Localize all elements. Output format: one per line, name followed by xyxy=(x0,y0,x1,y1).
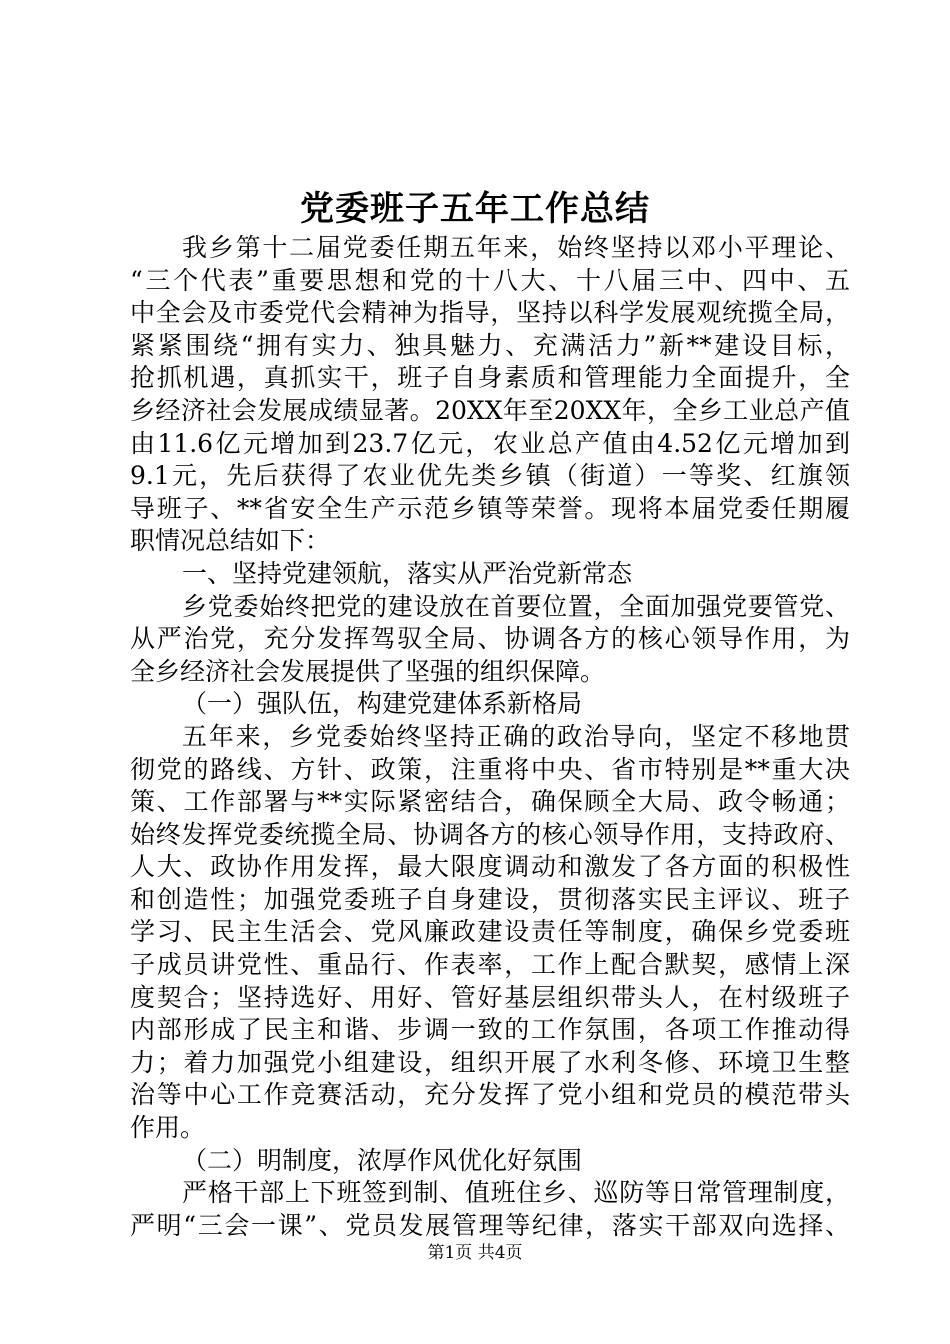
text-line: 严格干部上下班签到制、值班住乡、巡防等日常管理制度， xyxy=(182,1178,850,1208)
text-line: 和创造性；加强党委班子自身建设，贯彻落实民主评议、班子 xyxy=(130,884,850,914)
text-line: 内部形成了民主和谐、步调一致的工作氛围，各项工作推动得 xyxy=(130,1015,850,1045)
text-line: 由11.6亿元增加到23.7亿元，农业总产值由4.52亿元增加到 xyxy=(130,428,850,458)
text-line: 力；着力加强党小组建设，组织开展了水利冬修、环境卫生整 xyxy=(130,1047,850,1077)
section-heading: 一、坚持党建领航，落实从严治党新常态 xyxy=(182,558,633,588)
text-line: 职情况总结如下： xyxy=(130,526,331,556)
text-line: 从严治党，充分发挥驾驭全局、协调各方的核心领导作用，为 xyxy=(130,624,850,654)
text-line: 9.1元，先后获得了农业优先类乡镇（街道）一等奖、红旗领 xyxy=(130,461,850,491)
text-line: 乡经济社会发展成绩显著。20XX年至20XX年，全乡工业总产值 xyxy=(130,395,850,425)
text-line: 治等中心工作竞赛活动，充分发挥了党小组和党员的模范带头 xyxy=(130,1080,850,1110)
text-line: 全乡经济社会发展提供了坚强的组织保障。 xyxy=(130,656,606,686)
text-line: 学习、民主生活会、党风廉政建设责任等制度，确保乡党委班 xyxy=(130,917,850,947)
text-line: 策、工作部署与**实际紧密结合，确保顾全大局、政令畅通； xyxy=(130,787,850,817)
text-line: 五年来，乡党委始终坚持正确的政治导向，坚定不移地贯 xyxy=(182,721,850,751)
text-line: 人大、政协作用发挥，最大限度调动和激发了各方面的积极性 xyxy=(130,852,850,882)
text-line: 紧紧围绕“拥有实力、独具魅力、充满活力”新**建设目标， xyxy=(130,330,850,360)
text-line: “三个代表”重要思想和党的十八大、十八届三中、四中、五 xyxy=(130,265,850,295)
document-body xyxy=(130,232,850,1242)
subsection-heading: （二）明制度，浓厚作风优化好氛围 xyxy=(182,1145,583,1175)
text-line: 度契合；坚持选好、用好、管好基层组织带头人，在村级班子 xyxy=(130,982,850,1012)
text-line: 始终发挥党委统揽全局、协调各方的核心领导作用，支持政府、 xyxy=(130,819,850,849)
text-line: 中全会及市委党代会精神为指导，坚持以科学发展观统揽全局， xyxy=(130,298,850,328)
text-line: 我乡第十二届党委任期五年来，始终坚持以邓小平理论、 xyxy=(182,233,850,262)
text-line: 严明“三会一课”、党员发展管理等纪律，落实干部双向选择、 xyxy=(130,1210,850,1240)
text-line: 彻党的路线、方针、政策，注重将中央、省市特别是**重大决 xyxy=(130,754,850,784)
text-line: 子成员讲党性、重品行、作表率，工作上配合默契，感情上深 xyxy=(130,950,850,980)
text-line: 导班子、**省安全生产示范乡镇等荣誉。现将本届党委任期履 xyxy=(130,493,850,523)
text-line: 作用。 xyxy=(130,1113,206,1143)
page-number: 第1页 共4页 xyxy=(427,1243,523,1263)
document-title: 党委班子五年工作总结 xyxy=(300,189,650,229)
text-line: 乡党委始终把党的建设放在首要位置，全面加强党要管党、 xyxy=(182,591,850,621)
text-line: 抢抓机遇，真抓实干，班子自身素质和管理能力全面提升，全 xyxy=(130,363,850,393)
subsection-heading: （一）强队伍，构建党建体系新格局 xyxy=(182,689,583,719)
